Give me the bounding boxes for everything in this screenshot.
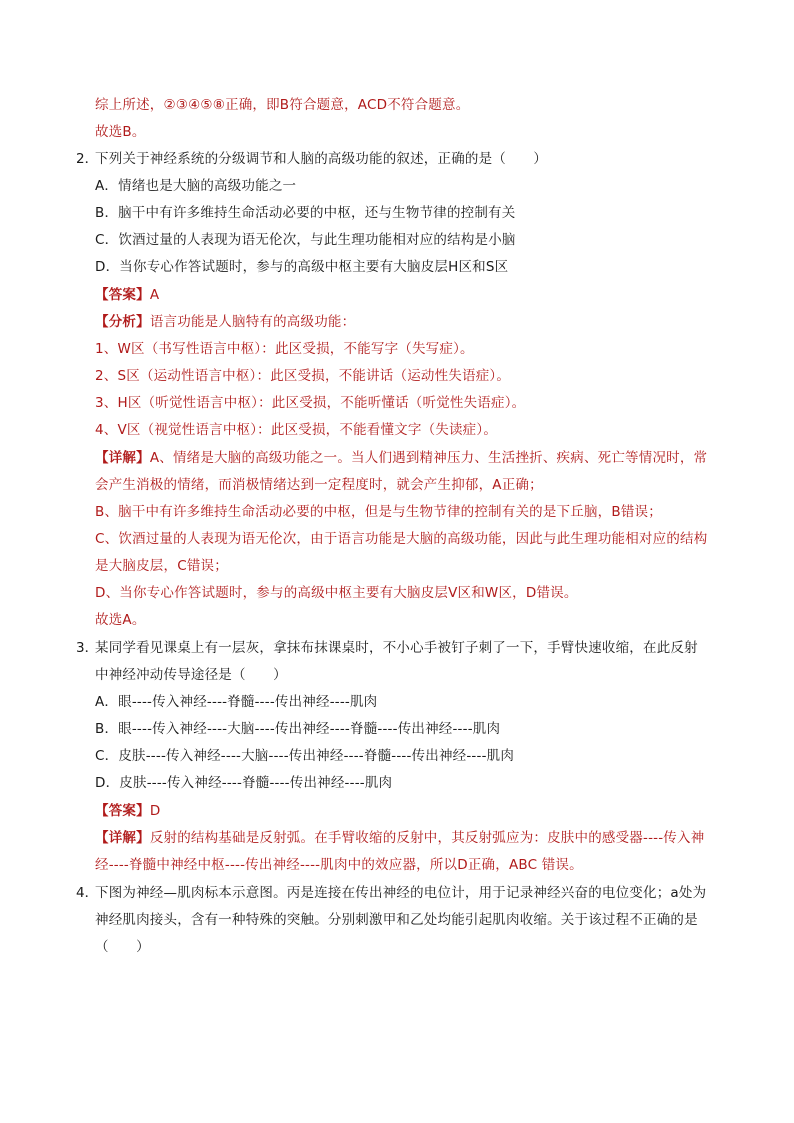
q2-analysis-item-4: 4、V区（视觉性语言中枢）：此区受损，不能看懂文字（失读症）。 xyxy=(95,422,498,438)
q3-answer-row xyxy=(95,801,160,821)
q4-stem-line-1: 下图为神经—肌肉标本示意图。丙是连接在传出神经的电位计，用于记录神经兴奋的电位变化；a处为 xyxy=(95,885,707,901)
q3-detail-line-2: 经----脊髓中神经中枢----传出神经----肌肉中的效应器，所以D正确，ABC 错误。 xyxy=(95,857,583,873)
q4-number: 4． xyxy=(76,885,99,901)
q3-option-c: C．皮肤----传入神经----大脑----传出神经----脊髓----传出神经----肌肉 xyxy=(95,748,515,764)
q2-detail-line-5: 是大脑皮层，C错误； xyxy=(95,558,228,574)
q2-number: 2． xyxy=(76,151,99,167)
q3-option-a: A．眼----传入神经----脊髓----传出神经----肌肉 xyxy=(95,694,378,710)
q2-option-c: C．饮酒过量的人表现为语无伦次，与此生理功能相对应的结构是小脑 xyxy=(95,232,516,248)
q2-analysis-item-1: 1、W区（书写性语言中枢）：此区受损，不能写字（失写症）。 xyxy=(95,341,474,357)
q2-detail-line-1: A、情绪是大脑的高级功能之一。当人们遇到精神压力、生活挫折、疾病、死亡等情况时，常 xyxy=(149,450,708,466)
q3-detail-line-1: 反射的结构基础是反射弧。在手臂收缩的反射中，其反射弧应为：皮肤中的感受器----传入神 xyxy=(149,830,705,846)
q3-detail-row xyxy=(95,828,704,848)
answer-tag: 【答案】 xyxy=(95,287,150,303)
q3-number: 3． xyxy=(76,640,99,656)
q4-stem-line-2: 神经肌肉接头，含有一种特殊的突触。分别刺激甲和乙处均能引起肌肉收缩。关于该过程不正确的是 xyxy=(95,912,698,928)
q2-detail-line-7: 故选A。 xyxy=(95,612,146,628)
q2-detail-line-4: C、饮酒过量的人表现为语无伦次，由于语言功能是大脑的高级功能，因此与此生理功能相对应的结构 xyxy=(95,531,708,547)
detail-tag: 【详解】 xyxy=(95,450,150,466)
q3-stem-line-1: 某同学看见课桌上有一层灰，拿抹布抹课桌时，不小心手被钉子刺了一下，手臂快速收缩，在此反射 xyxy=(95,640,698,656)
q2-option-d: D．当你专心作答试题时，参与的高级中枢主要有大脑皮层H区和S区 xyxy=(95,259,509,275)
analysis-tag: 【分析】 xyxy=(95,314,150,330)
q3-stem-line-2: 中神经冲动传导途径是（ ） xyxy=(95,667,287,683)
q3-answer: D xyxy=(149,803,161,819)
answer-tag: 【答案】 xyxy=(95,803,150,819)
detail-tag: 【详解】 xyxy=(95,830,150,846)
q2-analysis: 语言功能是人脑特有的高级功能： xyxy=(149,314,356,330)
q2-answer: A xyxy=(149,287,160,303)
q2-analysis-row xyxy=(95,312,355,332)
q2-answer-row xyxy=(95,285,159,305)
q2-detail-row xyxy=(95,448,707,468)
q2-option-b: B．脑干中有许多维持生命活动必要的中枢，还与生物节律的控制有关 xyxy=(95,205,516,221)
q2-detail-line-6: D、当你专心作答试题时，参与的高级中枢主要有大脑皮层V区和W区，D错误。 xyxy=(95,585,578,601)
q4-stem-line-3: （ ） xyxy=(95,939,150,955)
q1-choice: 故选B。 xyxy=(95,124,146,140)
q2-stem: 下列关于神经系统的分级调节和人脑的高级功能的叙述，正确的是（ ） xyxy=(95,151,548,167)
q3-option-d: D．皮肤----传入神经----脊髓----传出神经----肌肉 xyxy=(95,775,393,791)
q2-analysis-item-2: 2、S区（运动性语言中枢）：此区受损，不能讲话（运动性失语症）。 xyxy=(95,368,511,384)
q2-analysis-item-3: 3、H区（听觉性语言中枢）：此区受损，不能听懂话（听觉性失语症）。 xyxy=(95,395,526,411)
q2-detail-line-3: B、脑干中有许多维持生命活动必要的中枢，但是与生物节律的控制有关的是下丘脑，B错误； xyxy=(95,504,662,520)
q1-summary: 综上所述，②③④⑤⑧正确，即B符合题意，ACD不符合题意。 xyxy=(95,97,470,113)
q2-detail-line-2: 会产生消极的情绪，而消极情绪达到一定程度时，就会产生抑郁，A正确； xyxy=(95,477,543,493)
q3-option-b: B．眼----传入神经----大脑----传出神经----脊髓----传出神经----肌肉 xyxy=(95,721,501,737)
q2-option-a: A．情绪也是大脑的高级功能之一 xyxy=(95,178,297,194)
